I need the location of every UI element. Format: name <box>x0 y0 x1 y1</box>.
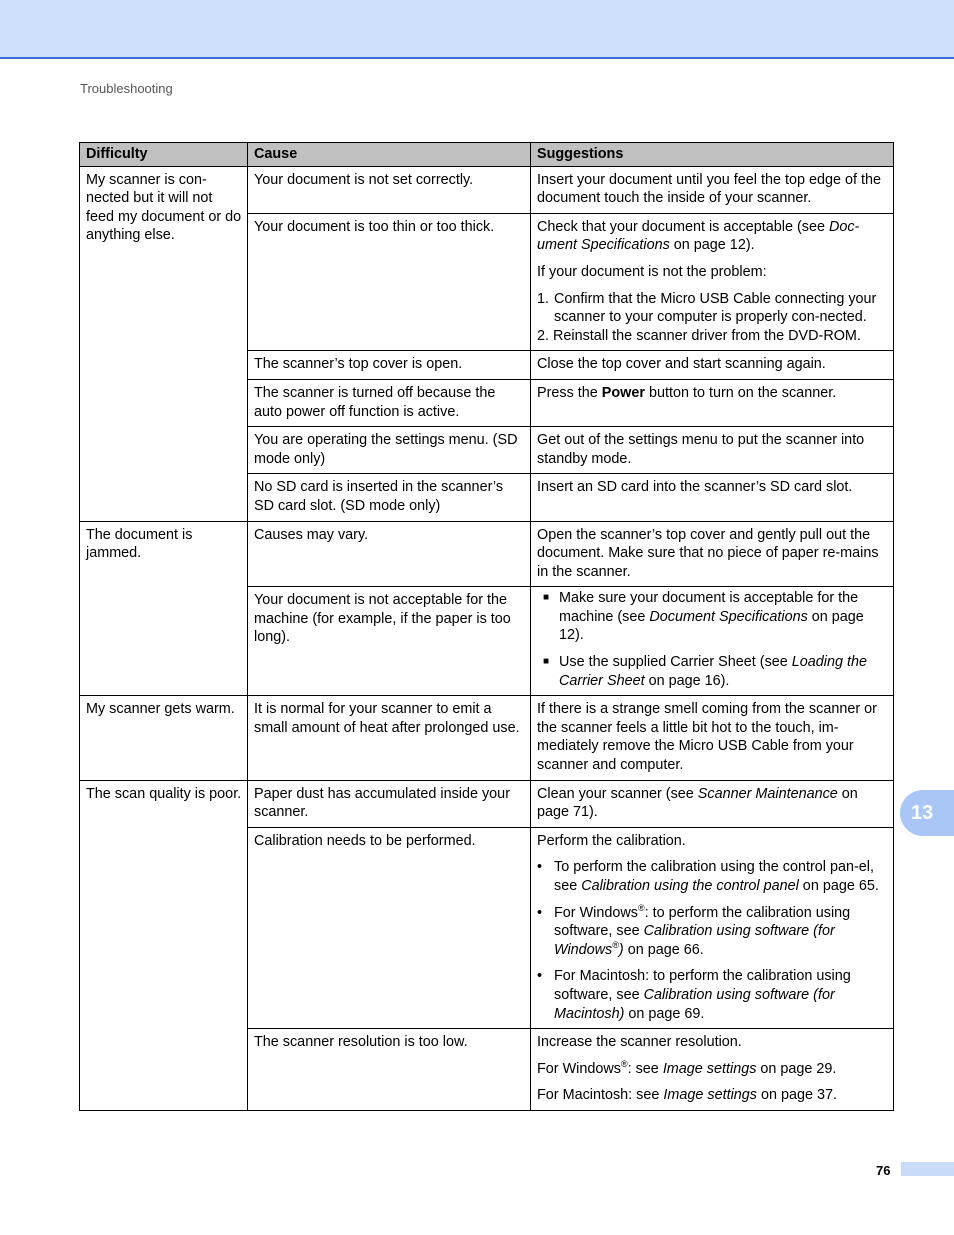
cause-cell: Your document is not acceptable for the machine (for example, if the paper is too long). <box>248 587 531 696</box>
suggestion-cell: Insert your document until you feel the top edge of the document touch the inside of your scanner. <box>531 166 894 213</box>
suggestion-paragraph: If your document is not the problem: <box>537 263 767 280</box>
cause-cell: You are operating the settings menu. (SD mode only) <box>248 427 531 474</box>
suggestion-cell: Clean your scanner (see Scanner Maintenance on page 71). <box>531 780 894 827</box>
cause-cell: The scanner is turned off because the auto power off function is active. <box>248 379 531 426</box>
list-item: • To perform the calibration using the control pan-el, see Calibration using the control panel on page 65. <box>537 859 879 894</box>
cause-cell: Your document is not set correctly. <box>248 166 531 213</box>
bullet-icon: • <box>537 968 543 985</box>
page-number: 76 <box>876 1163 891 1178</box>
suggestion-cell <box>531 827 894 1028</box>
table-row <box>80 780 894 827</box>
cause-cell: Calibration needs to be performed. <box>248 827 531 1028</box>
column-header-difficulty: Difficulty <box>80 143 248 167</box>
power-button-label: Power <box>601 384 645 401</box>
table-row <box>80 696 894 780</box>
table-header-row <box>80 143 894 167</box>
numbered-step: 2. Reinstall the scanner driver from the DVD-ROM. <box>537 327 861 344</box>
difficulty-cell: My scanner gets warm. <box>80 696 248 780</box>
cause-cell: The scanner resolution is too low. <box>248 1029 531 1111</box>
suggestion-paragraph: Check that your document is acceptable (see Doc-ument Specifications on page 12). <box>537 218 860 254</box>
running-header: Troubleshooting <box>80 81 173 96</box>
cause-cell: No SD card is inserted in the scanner’s SD card slot. (SD mode only) <box>248 474 531 521</box>
bullet-icon: • <box>537 904 543 921</box>
table-row <box>80 166 894 213</box>
suggestion-cell: Open the scanner’s top cover and gently pull out the document. Make sure that no piece of paper re-mains in the scanner. <box>531 521 894 587</box>
troubleshooting-table <box>79 142 894 1111</box>
numbered-step: 1. Confirm that the Micro USB Cable connecting your scanner to your computer is properly con-nected. <box>537 290 877 326</box>
suggestion-cell <box>531 1029 894 1111</box>
chapter-tab: 13 <box>900 790 954 836</box>
suggestion-cell <box>531 213 894 351</box>
list-item: • For Windows®: to perform the calibration using software, see Calibration using software (for Windows®) on page 66. <box>537 902 851 958</box>
list-item: ■ Make sure your document is acceptable for the machine (see Document Specifications on page 12). <box>537 589 888 645</box>
bullet-icon: • <box>537 859 543 876</box>
suggestion-cell: Press the Power button to turn on the scanner. <box>531 379 894 426</box>
list-item: • For Macintosh: to perform the calibration using software, see Calibration using software (for Macintosh) on page 69. <box>537 968 851 1022</box>
column-header-cause: Cause <box>248 143 531 167</box>
suggestion-cell: Insert an SD card into the scanner’s SD card slot. <box>531 474 894 521</box>
suggestion-paragraph: Increase the scanner resolution. <box>537 1034 742 1051</box>
suggestion-cell: Close the top cover and start scanning again. <box>531 351 894 380</box>
suggestion-cell: Get out of the settings menu to put the scanner into standby mode. <box>531 427 894 474</box>
suggestion-cell: If there is a strange smell coming from the scanner or the scanner feels a little bit hot to the touch, im-mediately remove the Micro USB Cable from your scanner and computer. <box>531 696 894 780</box>
suggestion-paragraph: For Windows®: see Image settings on page 29. <box>537 1058 837 1077</box>
suggestion-cell <box>531 587 894 696</box>
difficulty-cell: The document is jammed. <box>80 521 248 696</box>
cause-cell: Your document is too thin or too thick. <box>248 213 531 351</box>
table-row <box>80 521 894 587</box>
square-bullet-icon: ■ <box>543 656 550 668</box>
cause-cell: Causes may vary. <box>248 521 531 587</box>
suggestion-paragraph: For Macintosh: see Image settings on page 37. <box>537 1087 837 1104</box>
column-header-suggestions: Suggestions <box>531 143 894 167</box>
difficulty-cell: The scan quality is poor. <box>80 780 248 1110</box>
page-number-bar <box>901 1162 954 1176</box>
suggestion-paragraph: Perform the calibration. <box>537 832 686 849</box>
square-bullet-icon: ■ <box>543 592 550 604</box>
top-header-band <box>0 0 954 59</box>
cause-cell: The scanner’s top cover is open. <box>248 351 531 380</box>
difficulty-cell: My scanner is con-nected but it will not feed my document or do anything else. <box>80 166 248 521</box>
cause-cell: It is normal for your scanner to emit a small amount of heat after prolonged use. <box>248 696 531 780</box>
cause-cell: Paper dust has accumulated inside your scanner. <box>248 780 531 827</box>
list-item: ■ Use the supplied Carrier Sheet (see Loading the Carrier Sheet on page 16). <box>537 653 888 690</box>
